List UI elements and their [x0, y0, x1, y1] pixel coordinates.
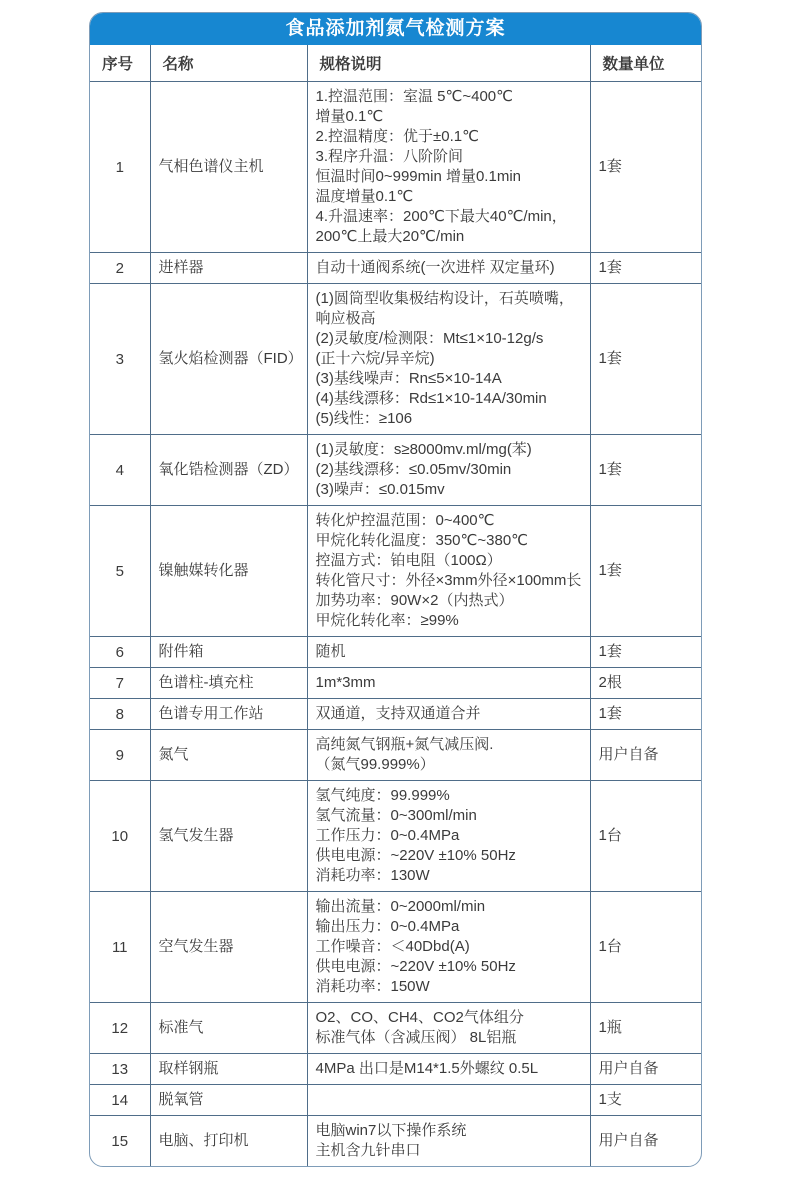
row-spec	[307, 506, 590, 637]
spec-line: 控温方式：铂电阻（100Ω）	[315, 552, 502, 569]
row-spec	[307, 253, 590, 284]
row-item-name: 色谱柱-填充柱	[150, 668, 307, 699]
row-number: 2	[90, 253, 150, 284]
table-row	[90, 82, 702, 253]
row-quantity: 1支	[590, 1085, 702, 1116]
row-quantity: 1套	[590, 284, 702, 435]
table-row	[90, 699, 702, 730]
spec-line: O2、CO、CH4、CO2气体组分	[315, 1009, 524, 1026]
spec-line: (1)圆筒型收集极结构设计，石英喷嘴，	[315, 290, 574, 307]
row-spec	[307, 781, 590, 892]
row-number: 13	[90, 1054, 150, 1085]
spec-line: 增量0.1℃	[315, 108, 384, 125]
row-number: 10	[90, 781, 150, 892]
row-number: 9	[90, 730, 150, 781]
spec-line: 供电电源：~220V ±10% 50Hz	[315, 847, 516, 864]
table-row	[90, 781, 702, 892]
row-number: 4	[90, 435, 150, 506]
spec-sheet	[89, 12, 702, 1167]
row-spec	[307, 637, 590, 668]
spec-line: 加势功率：90W×2（内热式）	[315, 592, 514, 609]
table-row	[90, 435, 702, 506]
row-number: 3	[90, 284, 150, 435]
row-item-name: 氮气	[150, 730, 307, 781]
row-quantity: 用户自备	[590, 1054, 702, 1085]
spec-line: (3)基线噪声：Rn≤5×10-14A	[315, 370, 502, 387]
row-spec	[307, 699, 590, 730]
spec-line: 1.控温范围：室温 5℃~400℃	[315, 88, 513, 105]
row-spec	[307, 1116, 590, 1167]
spec-line: 转化管尺寸：外径×3mm外径×100mm长	[315, 572, 582, 589]
spec-line: 自动十通阀系统(一次进样 双定量环)	[315, 259, 555, 276]
row-number: 1	[90, 82, 150, 253]
column-header-qty: 数量单位	[590, 45, 702, 82]
spec-line: (5)线性：≥106	[315, 410, 413, 427]
spec-line: 200℃上最大20℃/min	[315, 228, 465, 245]
row-item-name: 进样器	[150, 253, 307, 284]
spec-line: 恒温时间0~999min 增量0.1min	[315, 168, 521, 185]
row-quantity: 1台	[590, 781, 702, 892]
spec-line: (4)基线漂移：Rd≤1×10-14A/30min	[315, 390, 547, 407]
row-number: 7	[90, 668, 150, 699]
spec-line: 2.控温精度：优于±0.1℃	[315, 128, 479, 145]
table-row	[90, 730, 702, 781]
column-header-no: 序号	[90, 45, 150, 82]
row-spec	[307, 435, 590, 506]
row-number: 6	[90, 637, 150, 668]
spec-line: (3)噪声：≤0.015mv	[315, 481, 445, 498]
row-quantity: 用户自备	[590, 1116, 702, 1167]
spec-table-body	[90, 82, 702, 1167]
spec-line: 主机含九针串口	[315, 1142, 421, 1159]
row-number: 12	[90, 1003, 150, 1054]
row-quantity: 1套	[590, 82, 702, 253]
spec-line: 氢气流量：0~300ml/min	[315, 807, 477, 824]
spec-line: 电脑win7以下操作系统	[315, 1122, 467, 1139]
row-number: 15	[90, 1116, 150, 1167]
page-title: 食品添加剂氮气检测方案	[90, 13, 701, 45]
row-item-name: 取样钢瓶	[150, 1054, 307, 1085]
row-item-name: 附件箱	[150, 637, 307, 668]
spec-line: 响应极高	[315, 310, 376, 327]
row-quantity: 1台	[590, 892, 702, 1003]
spec-line: 4.升温速率：200℃下最大40℃/min，	[315, 208, 567, 225]
row-item-name: 脱氧管	[150, 1085, 307, 1116]
table-row	[90, 253, 702, 284]
row-quantity: 1套	[590, 637, 702, 668]
row-spec	[307, 1003, 590, 1054]
row-quantity: 1套	[590, 506, 702, 637]
spec-line: 工作噪音：＜40Dbd(A)	[315, 938, 470, 955]
row-number: 5	[90, 506, 150, 637]
table-row	[90, 892, 702, 1003]
row-quantity: 1套	[590, 435, 702, 506]
column-header-name: 名称	[150, 45, 307, 82]
row-spec	[307, 82, 590, 253]
spec-line: 工作压力：0~0.4MPa	[315, 827, 460, 844]
row-spec	[307, 730, 590, 781]
spec-line: 消耗功率：150W	[315, 978, 430, 995]
spec-table	[90, 45, 702, 1166]
spec-line: 标准气体（含减压阀） 8L铝瓶	[315, 1029, 517, 1046]
row-spec	[307, 1054, 590, 1085]
table-row	[90, 284, 702, 435]
row-item-name: 色谱专用工作站	[150, 699, 307, 730]
row-quantity: 2根	[590, 668, 702, 699]
row-item-name: 电脑、打印机	[150, 1116, 307, 1167]
row-spec	[307, 668, 590, 699]
header-row	[90, 45, 702, 82]
row-item-name: 镍触媒转化器	[150, 506, 307, 637]
row-item-name: 氢气发生器	[150, 781, 307, 892]
table-row	[90, 637, 702, 668]
table-row	[90, 1003, 702, 1054]
row-item-name: 氧化锆检测器（ZD）	[150, 435, 307, 506]
spec-line: 高纯氮气钢瓶+氮气减压阀.	[315, 736, 494, 753]
spec-line: 1m*3mm	[315, 674, 376, 691]
spec-line: (正十六烷/异辛烷)	[315, 350, 435, 367]
spec-line: 氢气纯度：99.999%	[315, 787, 450, 804]
spec-line: （氮气99.999%）	[315, 756, 435, 773]
table-row	[90, 668, 702, 699]
spec-line: (2)灵敏度/检测限：Mt≤1×10-12g/s	[315, 330, 544, 347]
row-item-name: 气相色谱仪主机	[150, 82, 307, 253]
spec-line: 温度增量0.1℃	[315, 188, 414, 205]
table-row	[90, 1054, 702, 1085]
row-item-name: 氢火焰检测器（FID）	[150, 284, 307, 435]
table-row	[90, 1085, 702, 1116]
row-number: 11	[90, 892, 150, 1003]
spec-line: 双通道，支持双通道合并	[315, 705, 481, 722]
column-header-spec: 规格说明	[307, 45, 590, 82]
spec-line: (2)基线漂移：≤0.05mv/30min	[315, 461, 512, 478]
row-quantity: 1套	[590, 253, 702, 284]
row-quantity: 1套	[590, 699, 702, 730]
spec-line: 转化炉控温范围：0~400℃	[315, 512, 495, 529]
row-spec	[307, 892, 590, 1003]
spec-line: 输出流量：0~2000ml/min	[315, 898, 486, 915]
table-row	[90, 506, 702, 637]
row-quantity: 1瓶	[590, 1003, 702, 1054]
row-item-name: 标准气	[150, 1003, 307, 1054]
row-spec	[307, 1085, 590, 1116]
spec-line: 3.程序升温：八阶阶间	[315, 148, 464, 165]
spec-line: 4MPa 出口是M14*1.5外螺纹 0.5L	[315, 1060, 539, 1077]
row-number: 14	[90, 1085, 150, 1116]
spec-line: 随机	[315, 643, 346, 660]
spec-line: 消耗功率：130W	[315, 867, 430, 884]
spec-table-head	[90, 45, 702, 82]
row-item-name: 空气发生器	[150, 892, 307, 1003]
spec-line: 甲烷化转化率：≥99%	[315, 612, 459, 629]
row-quantity: 用户自备	[590, 730, 702, 781]
spec-line: (1)灵敏度：s≥8000mv.ml/mg(苯)	[315, 441, 532, 458]
spec-line: 供电电源：~220V ±10% 50Hz	[315, 958, 516, 975]
spec-line: 输出压力：0~0.4MPa	[315, 918, 460, 935]
row-spec	[307, 284, 590, 435]
row-number: 8	[90, 699, 150, 730]
table-row	[90, 1116, 702, 1167]
spec-line: 甲烷化转化温度：350℃~380℃	[315, 532, 529, 549]
